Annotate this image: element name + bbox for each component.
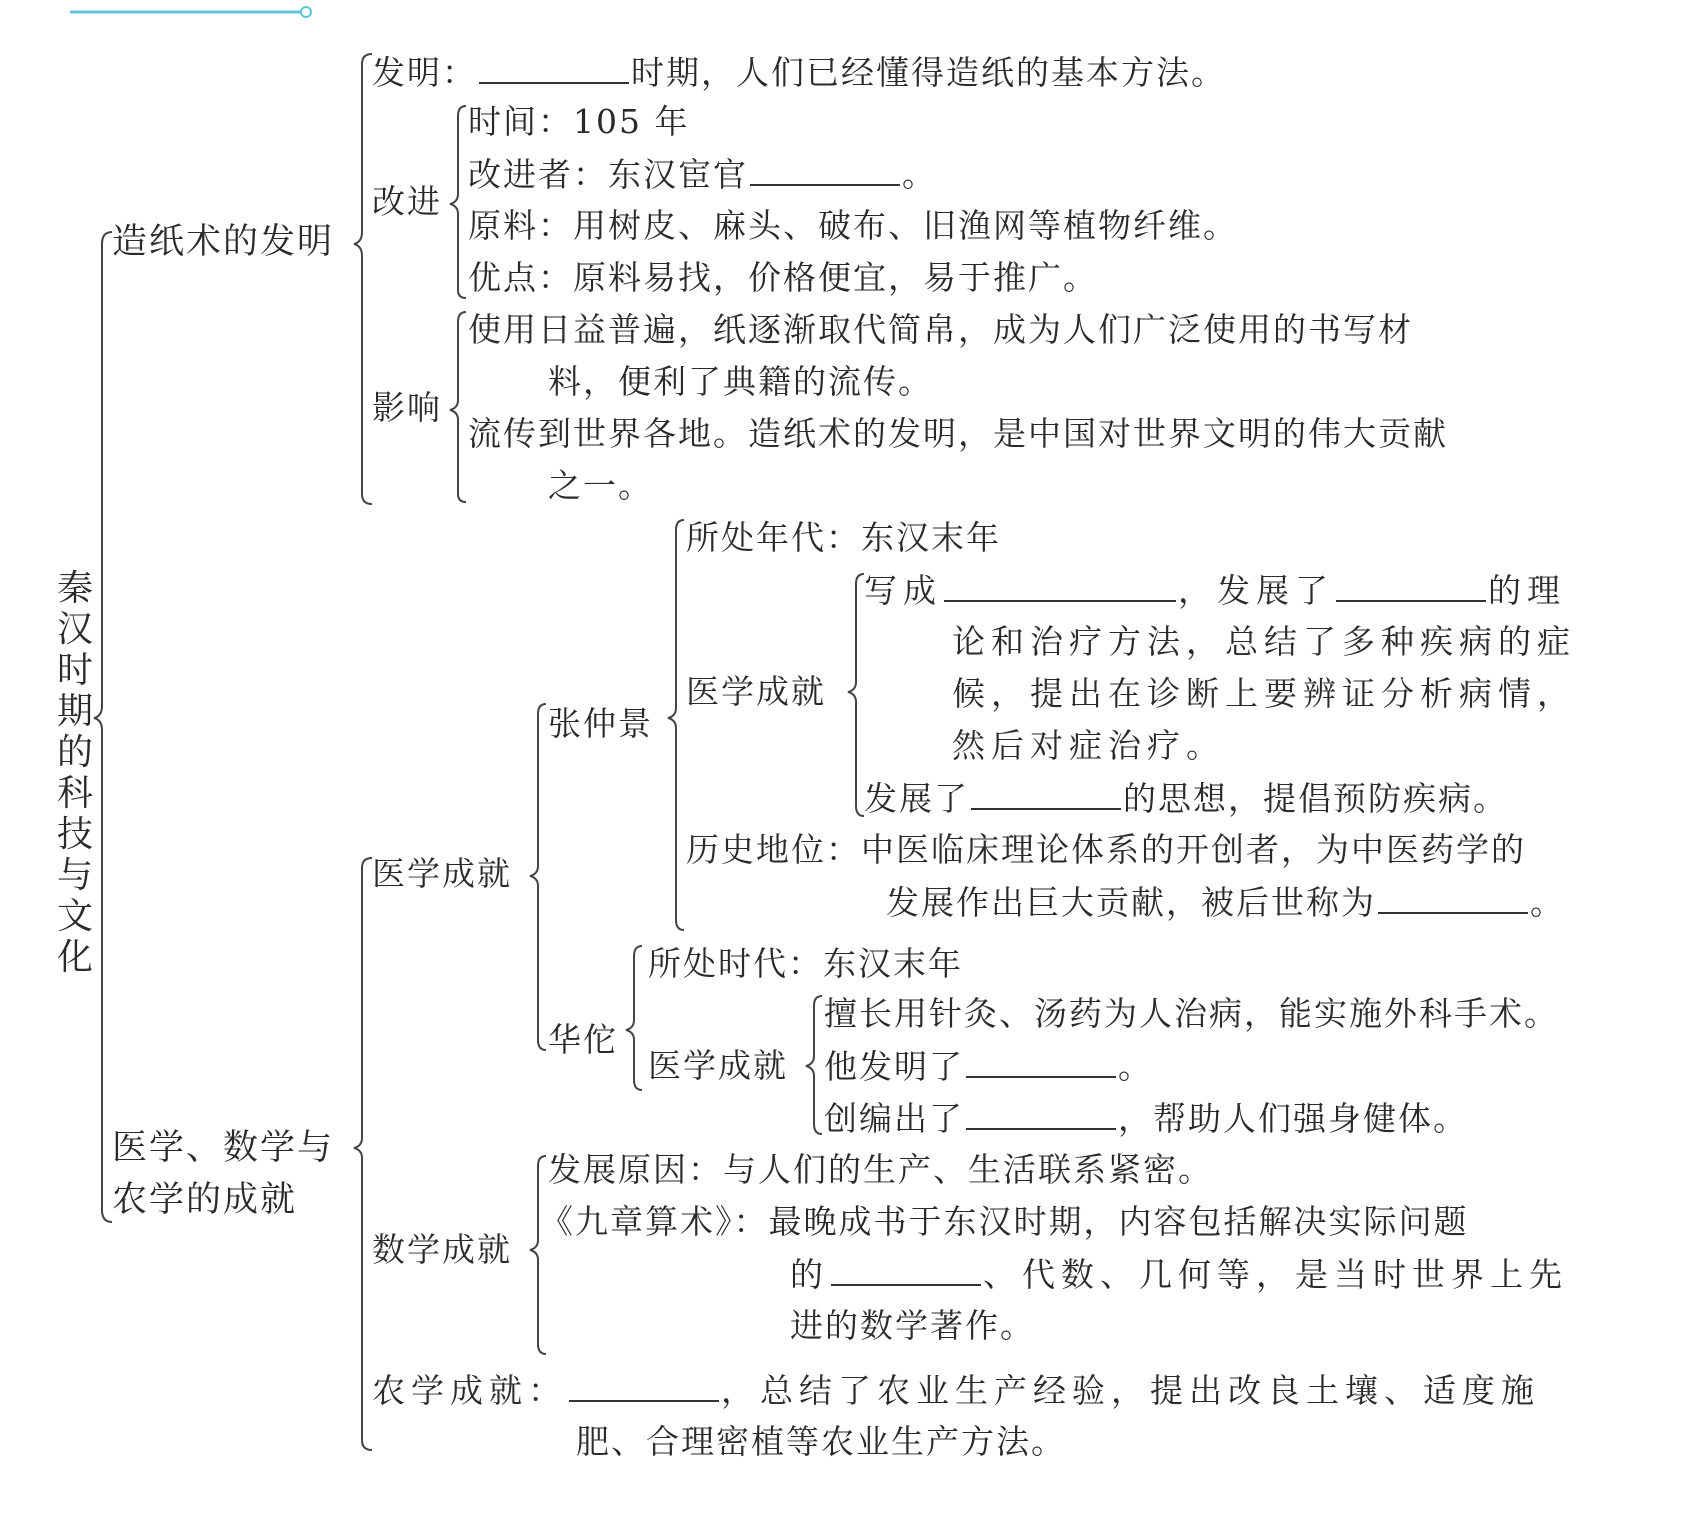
- hua-a3-suffix: ，帮助人们强身健体。: [1118, 1099, 1468, 1138]
- zhang-achievement-1-line2: 论和治疗方法，总结了多种疾病的症: [952, 622, 1576, 661]
- medicine-label: 医学成就: [372, 854, 512, 893]
- hua-achievement-1: 擅长用针灸、汤药为人治病，能实施外科手术。: [824, 994, 1559, 1033]
- hua-a2-suffix: 。: [1118, 1047, 1153, 1086]
- zhang-status-prefix: 发展作出巨大贡献，被后世称为: [886, 883, 1376, 922]
- math-label: 数学成就: [372, 1230, 512, 1269]
- zhang-a2-prefix: 发展了: [864, 779, 969, 818]
- paper-invention-prefix: 发明：: [372, 53, 477, 92]
- paper-improver: [468, 154, 937, 195]
- zhang-a1-suffix: 的理: [1488, 571, 1566, 610]
- zhang-era: 所处年代：东汉末年: [686, 518, 1001, 557]
- zhang-a1-mid: ，发展了: [1178, 571, 1334, 610]
- blank-zhang-thought: [971, 778, 1121, 810]
- zhang-achievement-1-line1: [864, 570, 1566, 611]
- math-reason: 发展原因：与人们的生产、生活联系紧密。: [548, 1150, 1213, 1189]
- math-book-line1: 《九章算术》：最晚成书于东汉时期，内容包括解决实际问题: [540, 1202, 1469, 1241]
- hua-achievement-3: [824, 1098, 1468, 1139]
- hua-a2-prefix: 他发明了: [824, 1047, 964, 1086]
- hua-achievement-2: [824, 1046, 1153, 1087]
- math-book-line2: [790, 1254, 1568, 1295]
- agri-line2: 肥、合理密植等农业生产方法。: [576, 1422, 1066, 1461]
- paper-improver-suffix: 。: [902, 155, 937, 194]
- hua-era: 所处时代：东汉末年: [648, 944, 963, 983]
- blank-hua-invention: [966, 1046, 1116, 1078]
- paper-time: 时间：105 年: [468, 102, 690, 141]
- blank-zhang-theory: [1336, 570, 1486, 602]
- zhang-name: 张仲景: [548, 704, 653, 743]
- zhang-status-line2: [886, 882, 1565, 923]
- diagram-root-title: 秦汉时期的科技与文化: [56, 568, 93, 978]
- blank-invention-period: [479, 52, 629, 84]
- agri-line1: [372, 1370, 1540, 1411]
- paper-impact-label: 影响: [372, 388, 442, 427]
- paper-improvement-label: 改进: [372, 182, 442, 221]
- zhang-a2-suffix: 的思想，提倡预防疾病。: [1123, 779, 1508, 818]
- zhang-achievement-1-line4: 然后对症治疗。: [952, 726, 1225, 765]
- blank-agri-book: [569, 1370, 719, 1402]
- zhang-achievement-2: [864, 778, 1508, 819]
- blank-math-topic: [831, 1254, 981, 1286]
- paper-materials: 原料：用树皮、麻头、破布、旧渔网等植物纤维。: [468, 206, 1238, 245]
- math-book-prefix: 的: [790, 1255, 829, 1294]
- paper-advantages: 优点：原料易找，价格便宜，易于推广。: [468, 258, 1098, 297]
- blank-zhang-title: [1378, 882, 1528, 914]
- paper-invention-suffix: 时期，人们已经懂得造纸的基本方法。: [631, 53, 1226, 92]
- hua-achievement-label: 医学成就: [648, 1046, 788, 1085]
- agri-label: 农学成就：: [372, 1371, 567, 1410]
- paper-invention: [372, 52, 1226, 93]
- blank-improver-name: [750, 154, 900, 186]
- blank-hua-exercise: [966, 1098, 1116, 1130]
- math-book-suffix: 、代数、几何等，是当时世界上先: [983, 1255, 1568, 1294]
- zhang-status-line1: 历史地位：中医临床理论体系的开创者，为中医药学的: [686, 830, 1526, 869]
- paper-impact-1-line2: 料，便利了典籍的流传。: [548, 362, 933, 401]
- science-section-label-line1: 医学、数学与: [112, 1128, 335, 1168]
- hua-name: 华佗: [548, 1020, 618, 1059]
- paper-impact-2-line2: 之一。: [548, 466, 653, 505]
- zhang-achievement-1-line3: 候，提出在诊断上要辨证分析病情，: [952, 674, 1576, 713]
- paper-impact-1-line1: 使用日益普遍，纸逐渐取代简帛，成为人们广泛使用的书写材: [468, 310, 1413, 349]
- zhang-status-suffix: 。: [1530, 883, 1565, 922]
- math-book-line3: 进的数学著作。: [790, 1306, 1035, 1345]
- agri-line1-suffix: ，总结了农业生产经验，提出改良土壤、适度施: [721, 1371, 1540, 1410]
- blank-zhang-book: [944, 570, 1176, 602]
- science-section-label-line2: 农学的成就: [112, 1180, 298, 1220]
- zhang-achievement-label: 医学成就: [686, 672, 826, 711]
- hua-a3-prefix: 创编出了: [824, 1099, 964, 1138]
- paper-section-label: 造纸术的发明: [112, 222, 335, 262]
- paper-impact-2-line1: 流传到世界各地。造纸术的发明，是中国对世界文明的伟大贡献: [468, 414, 1448, 453]
- paper-improver-prefix: 改进者：东汉宦官: [468, 155, 748, 194]
- zhang-a1-prefix: 写成: [864, 571, 942, 610]
